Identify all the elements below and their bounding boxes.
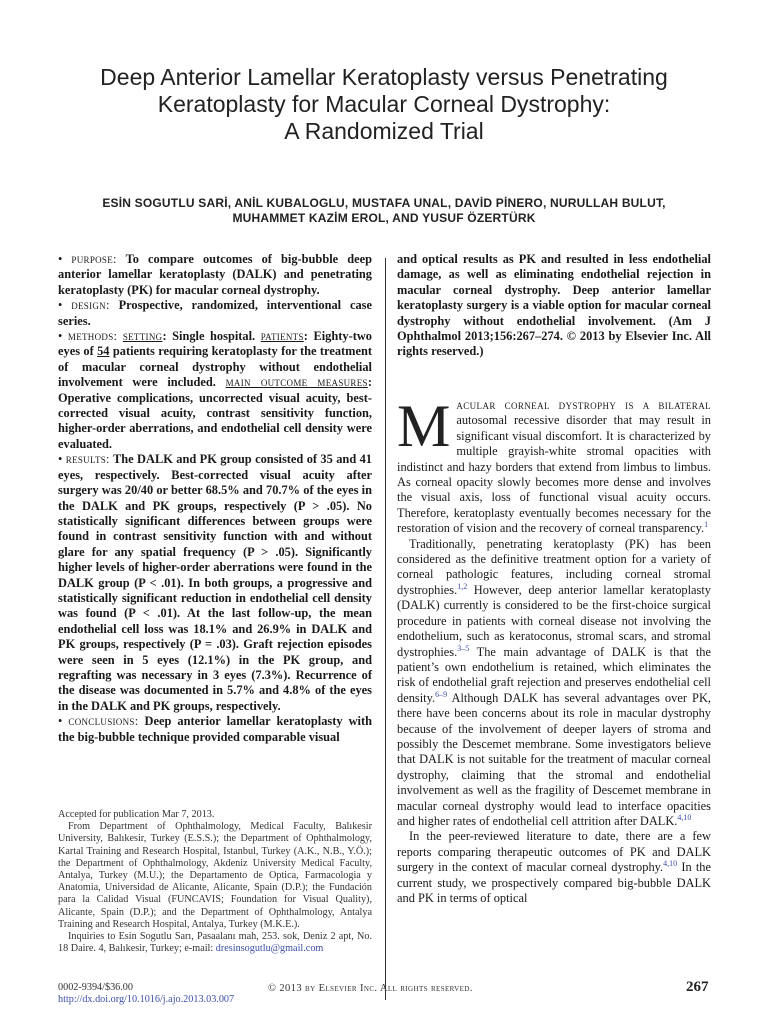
body-text-run: However, deep anterior lamellar keratoplasty (DALK) currently is considered to be the first-choice surgical procedure in patients with corneal disease not involving the endothelium, such as keratoconus, stromal scars, and stromal dystrophies. bbox=[397, 582, 711, 659]
affiliations: From Department of Ophthalmology, Medical Faculty, Balıkesir University, Balıkesir, Turkey (E.S.S.); the Department of Ophthalmology, Kartal Training and Research Hospital, Istanbul, Turkey (A.K., N.B., Y.Ö.); the Department of Ophthalmology, Akdeniz University Medical Faculty, Antalya, Turkey (M.U.); the Departamento de Optica, Farmacologia y Anatomia, Universidad de Alicante, Alicante, Spain (D.P.); the Fundación para la Calidad Visual (FUNCAVIS; Foundation for Visual Quality), Alicante, Spain (D.P.); and the Department of Ophthalmology, Antalya Training and Research Hospital, Antalya, Turkey (M.K.E.). bbox=[58, 821, 372, 930]
footer-left bbox=[58, 982, 234, 1006]
authors-line: ESİN SOGUTLU SARİ, ANİL KUBALOGLU, MUSTAFA UNAL, DAVİD PİNERO, NURULLAH BULUT, bbox=[102, 196, 666, 210]
body-text-run: The main advantage of DALK is that the patient’s own endothelium is retained, which eliminates the risk of endothelial graft rejection and preserves endothelial cell density. bbox=[397, 644, 711, 705]
email-link[interactable]: dresinsogutlu@gmail.com bbox=[215, 943, 324, 955]
conclusions-continued: and optical results as PK and resulted in less endothelial damage, as well as eliminating endothelial rejection in macular corneal dystrophy. Deep anterior lamellar keratoplasty surgery is a viable option for macular corneal dystrophy without endothelial involvement. (Am J Ophthalmol 2013;156:267–274. © 2013 by Elsevier Inc. All rights reserved.) bbox=[397, 252, 711, 359]
column-divider bbox=[385, 258, 386, 1000]
methods-label: methods: bbox=[67, 329, 118, 344]
patients-text: patients requiring keratoplasty for the treatment of macular corneal dystrophy without endothelial involvement were included. bbox=[58, 344, 372, 390]
citation-link[interactable]: 1,2 bbox=[457, 581, 468, 591]
title-line: A Randomized Trial bbox=[284, 118, 484, 144]
results-label: results: bbox=[65, 452, 110, 467]
bullet: • bbox=[58, 452, 63, 467]
purpose-text: To compare outcomes of big-bubble deep anterior lamellar keratoplasty (DALK) and penetrating keratoplasty (PK) for macular corneal dystrophy. bbox=[58, 252, 372, 297]
setting-text: : Single hospital. bbox=[162, 329, 256, 344]
design-label: design: bbox=[71, 298, 110, 313]
patients-label: patients bbox=[260, 329, 304, 344]
body-text-run: In the peer-reviewed literature to date, there are a few reports comparing therapeutic outcomes of PK and DALK surgery in the context of macular corneal dystrophy. bbox=[397, 829, 711, 875]
paper-title bbox=[40, 64, 728, 145]
setting-label: setting bbox=[122, 329, 163, 344]
bullet: • bbox=[58, 329, 63, 344]
accepted-date: Accepted for publication Mar 7, 2013. bbox=[58, 809, 215, 820]
body-text-run: Although DALK has several advantages over PK, there have been concerns about its role in macular dystrophy because of the involvement of deeper layers of stroma and possibly the Descemet membrane. Some investigators believe that DALK is not suitable for the treatment of macular corneal dystrophy, claiming that the stromal and endothelial involvement as well as the fragility of Descemet membrane in macular corneal dystrophy would lead to interface opacities and higher rates of endothelial cell attrition after DALK. bbox=[397, 690, 711, 828]
authors-line: MUHAMMET KAZİM EROL, AND YUSUF ÖZERTÜRK bbox=[232, 211, 536, 225]
purpose-label: purpose: bbox=[71, 252, 117, 266]
body-paragraph bbox=[397, 537, 711, 830]
copyright: © 2013 by Elsevier Inc. All rights reserved. bbox=[268, 983, 473, 994]
author-list bbox=[40, 196, 728, 226]
bullet: • bbox=[58, 714, 63, 729]
citation-link[interactable]: 4,10 bbox=[677, 812, 692, 822]
body-paragraph bbox=[397, 829, 711, 906]
body-text-run: Traditionally, penetrating keratoplasty (PK) has been considered as the definitive treatment option for a variety of corneal pathologic features, including corneal stromal dystrophies. bbox=[397, 536, 711, 597]
intro-smallcaps: acular corneal dystrophy is a bilateral bbox=[456, 398, 711, 412]
bullet: • bbox=[58, 252, 63, 266]
body-text bbox=[397, 393, 712, 906]
results-text: The DALK and PK group consisted of 35 and 41 eyes, respectively. Best-corrected visual acuity after surgery was 20/40 or better 68.5% and 70.7% of the eyes in the DALK and PK groups, respectively (P > .05). No statistically significant differences between groups were found in contrast sensitivity function with and without glare for any spatial frequency (P > .05). Significantly higher levels of higher-order aberrations were found in the DALK group (P < .01). In both groups, a progressive and statistically significant reduction in endothelial cell density was found (P < .01). At the last follow-up, the mean endothelial cell loss was 18.1% and 26.9% in DALK and PK groups, respectively (P = .03). Graft rejection episodes were seen in 5 eyes (12.1%) in the PK group, and regrafting was necessary in 3 eyes (7.3%). Recurrence of the disease was documented in 5.7% and 4.8% of the eyes in the DALK and PK groups, respectively. bbox=[58, 452, 373, 713]
citation-link[interactable]: 6–9 bbox=[435, 689, 448, 699]
abstract-left-column bbox=[58, 252, 372, 745]
bullet: • bbox=[58, 298, 63, 313]
doi-link[interactable]: http://dx.doi.org/10.1016/j.ajo.2013.03.007 bbox=[58, 994, 235, 1005]
abstract-methods bbox=[58, 329, 372, 452]
patients-text: : Eighty-two eyes of bbox=[58, 329, 372, 359]
inquiries-text: Inquiries to Esin Sogutlu Sarı, Pasaalanı mah, 253. sok, Deniz 2 apt, No. 18 Daire. 4, Balıkesir, Turkey; e-mail: bbox=[58, 931, 372, 955]
patients-count: 54 bbox=[97, 344, 110, 359]
intro-paragraph bbox=[397, 393, 711, 537]
abstract-conclusions bbox=[58, 714, 372, 745]
title-line: Deep Anterior Lamellar Keratoplasty versus Penetrating bbox=[100, 64, 668, 90]
outcome-text: : Operative complications, uncorrected visual acuity, best-corrected visual acuity, contrast sensitivity function, higher-order aberrations, and endothelial cell density were evaluated. bbox=[58, 375, 372, 451]
page-number: 267 bbox=[686, 979, 709, 995]
abstract-results bbox=[58, 452, 372, 714]
citation-link[interactable]: 3–5 bbox=[457, 643, 470, 653]
citation-link[interactable]: 1 bbox=[704, 520, 709, 530]
drop-cap: M bbox=[397, 393, 451, 459]
body-text-run: In the current study, we prospectively compared big-bubble DALK and PK in terms of optical bbox=[397, 860, 712, 905]
design-text: Prospective, randomized, interventional case series. bbox=[58, 298, 372, 328]
inquiries bbox=[58, 931, 372, 955]
abstract-purpose bbox=[58, 252, 372, 298]
issn: 0002-9394/$36.00 bbox=[58, 982, 133, 993]
abstract-design bbox=[58, 298, 372, 329]
conclusions-label: conclusions: bbox=[68, 714, 139, 729]
intro-text: autosomal recessive disorder that may result in significant visual discomfort. It is characterized by multiple grayish-white stromal opacities with indistinct and hazy borders that extend from limbus to limbus. As corneal opacity slowly becomes more dense and involves the visual axis, loss of functional visual acuity occurs. Therefore, keratoplasty eventually becomes necessary for the restoration of vision and the recovery of corneal transparency. bbox=[397, 413, 711, 536]
title-line: Keratoplasty for Macular Corneal Dystrophy: bbox=[157, 91, 611, 117]
abstract-right-column bbox=[397, 252, 711, 360]
conclusions-text: Deep anterior lamellar keratoplasty with the big-bubble technique provided comparable visual bbox=[58, 714, 372, 744]
outcome-label: main outcome measures bbox=[225, 375, 368, 390]
citation-link[interactable]: 4,10 bbox=[663, 859, 678, 869]
footnotes bbox=[58, 809, 372, 955]
